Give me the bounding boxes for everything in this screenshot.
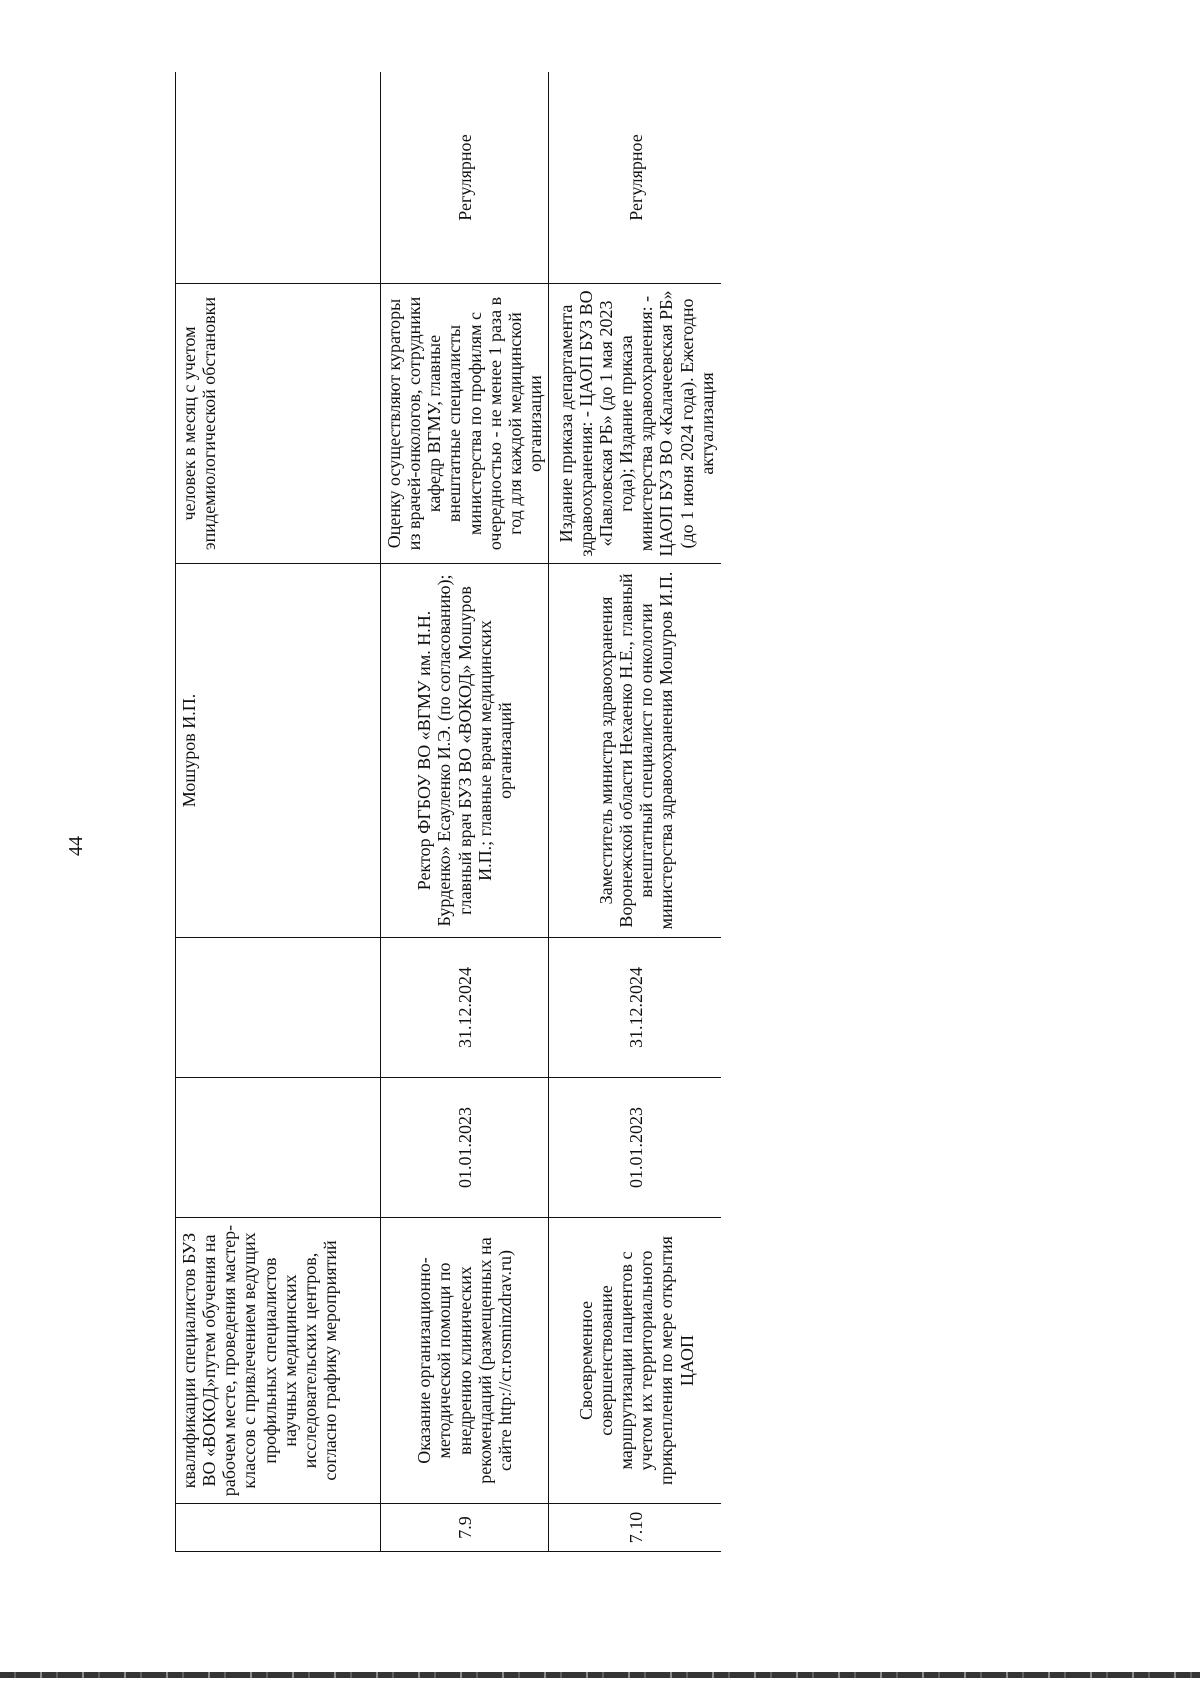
cell-type: Регулярное <box>381 72 549 284</box>
table-row <box>381 72 549 1552</box>
table-row <box>176 72 381 1552</box>
page-number: 44 <box>65 836 87 856</box>
table-container <box>175 72 721 1552</box>
cell-result: человек в месяц с учетом эпидемиологической обстановки <box>176 284 381 564</box>
cell-start-date <box>176 1078 381 1218</box>
cell-type: Регулярное <box>549 72 721 284</box>
measures-table <box>175 72 721 1552</box>
cell-number: 7.9 <box>381 1504 549 1552</box>
cell-responsible: Ректор ФГБОУ ВО «ВГМУ им. Н.Н. Бурденко» Есауленко И.Э. (по согласованию); главный врач БУЗ ВО «ВОКОД» Мошуров И.П.; главные врачи медицинских организаций <box>381 564 549 938</box>
cell-start-date: 01.01.2023 <box>381 1078 549 1218</box>
cell-result: Оценку осуществляют кураторы из врачей-онкологов, сотрудники кафедр ВГМУ, главные внештатные специалисты министерства по профилям с очередностью - не менее 1 раза в год для каждой медицинской организации <box>381 284 549 564</box>
table-row <box>549 72 721 1552</box>
cell-responsible: Заместитель министра здравоохранения Воронежской области Нехаенко Н.Е., главный внештатный специалист по онкологии министерства здравоохранения Мошуров И.П. <box>549 564 721 938</box>
cell-end-date <box>176 938 381 1078</box>
cell-measure: квалификации специалистов БУЗ ВО «ВОКОД»путем обучения на рабочем месте, проведения мастер-классов с привлечением ведущих профильных специалистов научных медицинских исследовательских центров, согласно графику мероприятий <box>176 1218 381 1504</box>
cell-start-date: 01.01.2023 <box>549 1078 721 1218</box>
cell-number: 7.10 <box>549 1504 721 1552</box>
cell-type <box>176 72 381 284</box>
cell-end-date: 31.12.2024 <box>549 938 721 1078</box>
cell-result: Издание приказа департамента здравоохранения: - ЦАОП БУЗ ВО «Павловская РБ» (до 1 мая 2023 года); Издание приказа министерства здравоохранения: - ЦАОП БУЗ ВО «Калачеевская РБ» (до 1 июня 2024 года). Ежегодно актуализация <box>549 284 721 564</box>
cell-end-date: 31.12.2024 <box>381 938 549 1078</box>
scan-bottom-edge <box>0 1672 1200 1678</box>
cell-measure: Оказание организационно-методической помощи по внедрению клинических рекомендаций (размещенных на сайте http://cr.rosminzdrav.ru) <box>381 1218 549 1504</box>
cell-number <box>176 1504 381 1552</box>
cell-responsible: Мошуров И.П. <box>176 564 381 938</box>
cell-measure: Своевременное совершенствование маршрутизации пациентов с учетом их территориального прикрепления по мере открытия ЦАОП <box>549 1218 721 1504</box>
